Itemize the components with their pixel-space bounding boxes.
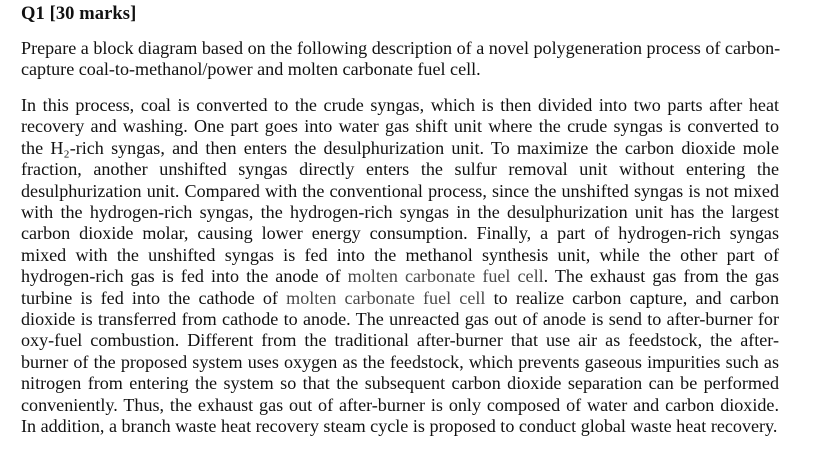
text-line: capture coal-to-methanol/power and molten carbonate fuel cell.: [21, 59, 481, 80]
text-segment: hydrogen-rich gas is fed into the anode of: [21, 266, 348, 287]
text-line: [21, 288, 779, 309]
text-line: recovery and washing. One part goes into water gas shift unit where the crude syngas is converted to: [21, 116, 779, 137]
text-line: mixed with the unshifted syngas is fed into the methanol synthesis unit, while the other part of: [21, 244, 779, 265]
highlighted-term: molten carbonate fuel cell: [286, 287, 486, 308]
text-line: fraction, another unshifted syngas directly enters the sulfur removal unit without entering the: [21, 159, 779, 180]
question-title: Q1 [30 marks]: [21, 4, 137, 24]
text-line: In this process, coal is converted to the crude syngas, which is then divided into two parts after heat: [21, 95, 779, 115]
text-line: desulphurization unit. Compared with the conventional process, since the unshifted syngas is not mixed: [21, 180, 779, 201]
text-line: Prepare a block diagram based on the following description of a novel polygeneration process of carbon-: [21, 38, 781, 58]
text-line: with the hydrogen-rich syngas, the hydrogen-rich syngas in the desulphurization unit has the largest: [21, 202, 779, 223]
text-line: oxy-fuel combustion. Different from the traditional after-burner that use air as feedstock, the after-: [21, 330, 779, 351]
text-line: nitrogen from entering the system so that the subsequent carbon dioxide separation can be performed: [21, 373, 779, 394]
text-line: In addition, a branch waste heat recovery steam cycle is proposed to conduct global waste heat recovery.: [21, 416, 778, 437]
text-line: burner of the proposed system uses oxygen as the feedstock, which prevents gaseous impurities such as: [21, 351, 779, 372]
text-line: carbon dioxide molar, causing lower energy consumption. Finally, a part of hydrogen-rich syngas: [21, 223, 779, 244]
task-paragraph: [21, 38, 779, 81]
text-line: conveniently. Thus, the exhaust gas out of after-burner is only composed of water and carbon dioxide.: [21, 394, 779, 415]
text-segment: to realize carbon capture, and carbon: [485, 287, 779, 308]
process-description-paragraph: [21, 95, 779, 438]
text-line: dioxide is transferred from cathode to anode. The unreacted gas out of anode is send to after-burner for: [21, 309, 779, 330]
highlighted-term: molten carbonate fuel cell: [347, 266, 544, 287]
text-segment: turbine is fed into the cathode of: [21, 287, 287, 308]
text-segment: . The exhaust gas from the gas: [543, 266, 779, 287]
text-line: the H₂-rich syngas, and then enters the desulphurization unit. To maximize the carbon dioxide mole: [21, 137, 779, 158]
text-line: [21, 266, 779, 287]
